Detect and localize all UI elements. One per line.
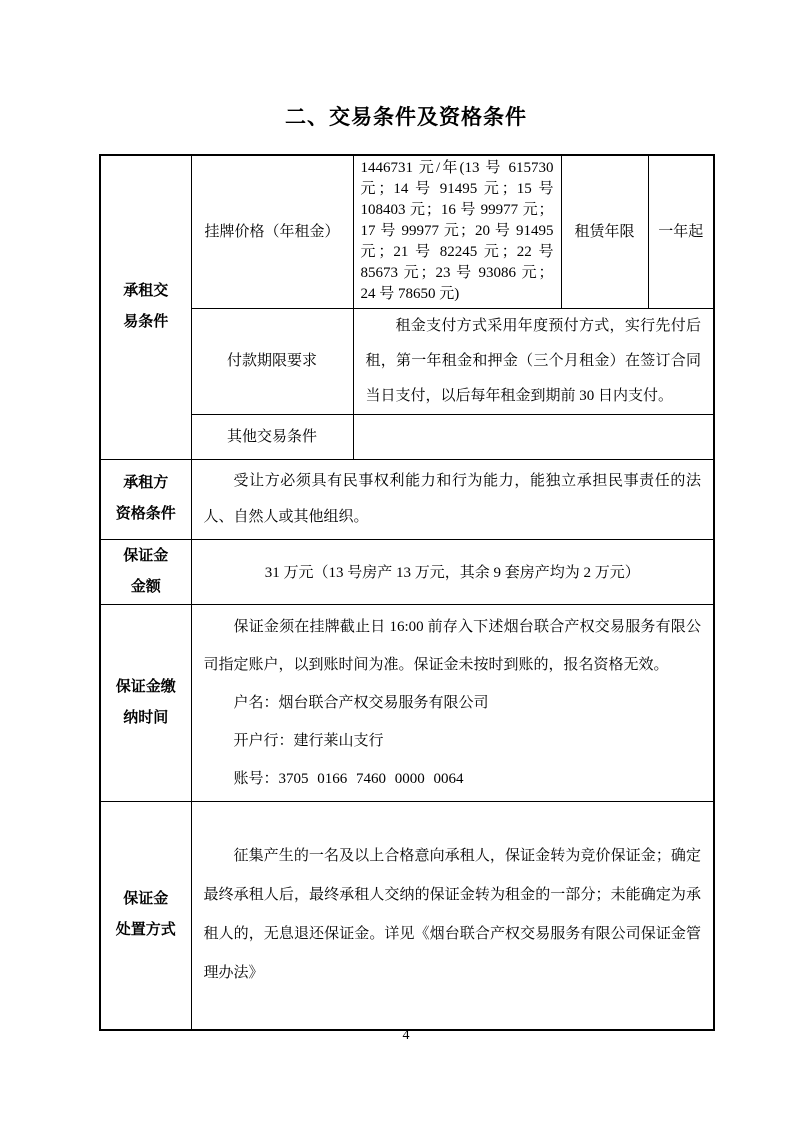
row-header-deposit-disposal bbox=[100, 801, 191, 1030]
table-row bbox=[100, 414, 714, 459]
qualification-text: 受让方必须具有民事权利能力和行为能力，能独立承担民事责任的法人、自然人或其他组织。 bbox=[203, 473, 701, 525]
value-payment-terms bbox=[353, 308, 714, 414]
row-header-line: 处置方式 bbox=[115, 922, 176, 939]
row-header-line: 保证金 bbox=[123, 547, 169, 564]
value-other-conditions bbox=[353, 414, 714, 459]
label-lease-term: 租赁年限 bbox=[561, 155, 648, 308]
row-header-line: 承租方 bbox=[123, 475, 169, 491]
payment-terms-text: 租金支付方式采用年度预付方式，实行先付后租，第一年租金和押金（三个月租金）在签订合同当日支付，以后每年租金到期前 30 日内支付。 bbox=[365, 317, 701, 404]
deposit-account-number: 账号：3705 0166 7460 0000 0064 bbox=[233, 770, 464, 787]
row-header-line: 资格条件 bbox=[115, 506, 176, 522]
row-header-line: 承租交 bbox=[123, 283, 169, 300]
conditions-table bbox=[99, 154, 715, 1031]
value-lease-term: 一年起 bbox=[648, 155, 714, 308]
table-row bbox=[100, 308, 714, 414]
label-listing-price: 挂牌价格（年租金） bbox=[191, 155, 353, 308]
table-row bbox=[100, 801, 714, 1030]
deposit-account-name: 户名：烟台联合产权交易服务有限公司 bbox=[233, 694, 489, 711]
deposit-bank: 开户行：建行莱山支行 bbox=[233, 732, 384, 749]
value-listing-price bbox=[353, 155, 561, 308]
listing-price-text: 1446731 元/年(13 号 615730 元；14 号 91495 元；15 号 108403 元；16 号 99977 元；17 号 99977 元；20 号 91495 元；21 号 82245 元；22 号 85673 元；23 号 93086 元；24 号 78650 元) bbox=[360, 160, 554, 303]
table-row bbox=[100, 539, 714, 604]
row-header-deposit-amount bbox=[100, 539, 191, 604]
row-header-line: 保证金 bbox=[123, 891, 169, 908]
row-header-rent-conditions bbox=[100, 155, 191, 459]
value-deposit-disposal bbox=[191, 801, 714, 1030]
row-header-qualification bbox=[100, 459, 191, 539]
table-row bbox=[100, 155, 714, 308]
row-header-deposit-payment-time bbox=[100, 604, 191, 801]
page-title: 二、交易条件及资格条件 bbox=[285, 105, 527, 129]
value-deposit-payment-time bbox=[191, 604, 714, 801]
row-header-line: 纳时间 bbox=[123, 709, 169, 726]
label-payment-terms: 付款期限要求 bbox=[191, 308, 353, 414]
deposit-payment-intro: 保证金须在挂牌截止日 16:00 前存入下述烟台联合产权交易服务有限公司指定账户，以到账时间为准。保证金未按时到账的，报名资格无效。 bbox=[203, 618, 701, 673]
row-header-line: 保证金缴 bbox=[115, 678, 176, 695]
table-row bbox=[100, 459, 714, 539]
value-deposit-amount: 31 万元（13 号房产 13 万元，其余 9 套房产均为 2 万元） bbox=[191, 539, 714, 604]
deposit-disposal-text: 征集产生的一名及以上合格意向承租人，保证金转为竞价保证金；确定最终承租人后，最终承租人交纳的保证金转为租金的一部分；未能确定为承租人的，无息退还保证金。详见《烟台联合产权交易服务有限公司保证金管理办法》 bbox=[203, 848, 701, 982]
row-header-line: 易条件 bbox=[123, 314, 169, 331]
row-header-line: 金额 bbox=[130, 578, 161, 595]
label-other-conditions: 其他交易条件 bbox=[191, 414, 353, 459]
page-number: 4 bbox=[402, 1028, 410, 1043]
value-qualification bbox=[191, 459, 714, 539]
table-row bbox=[100, 604, 714, 801]
